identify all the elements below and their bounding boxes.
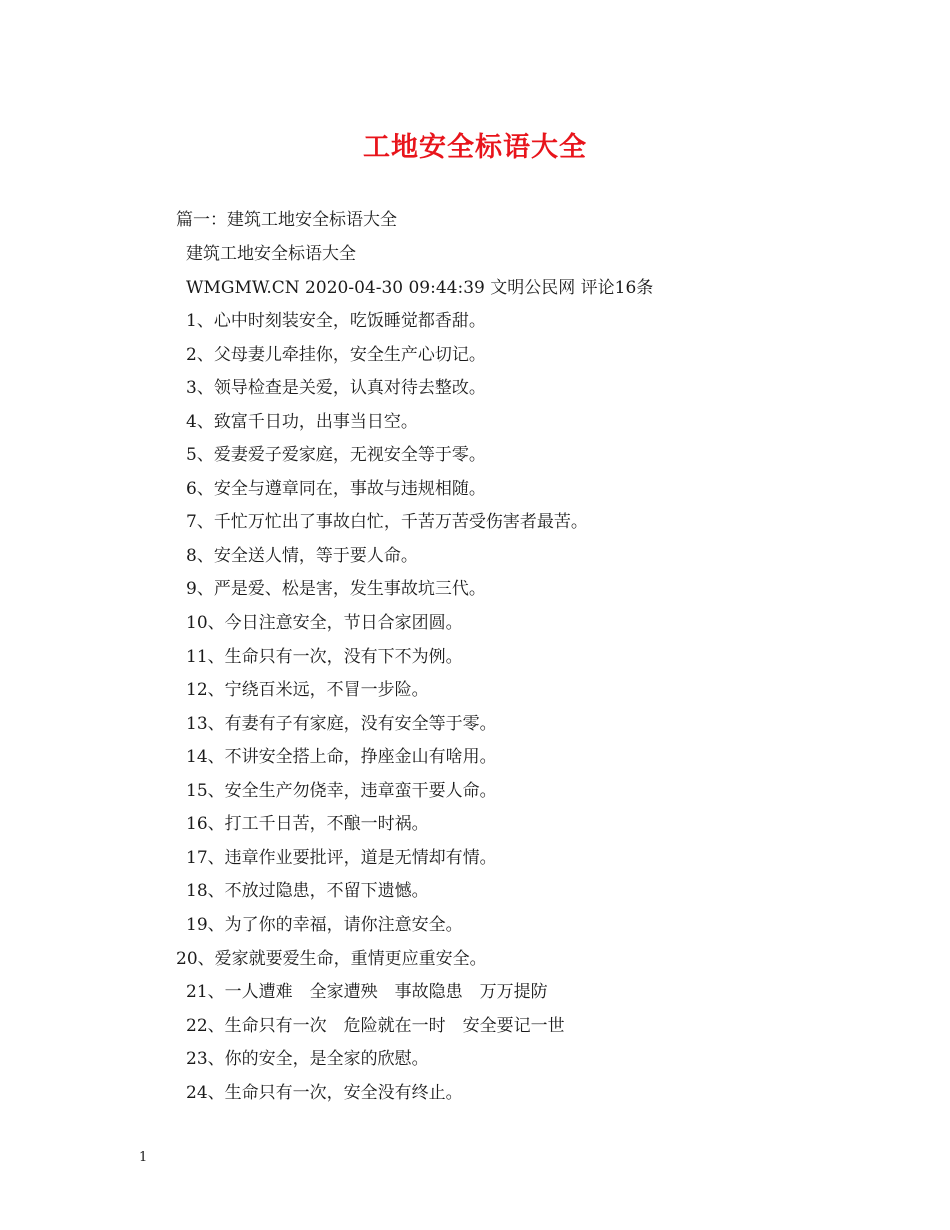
slogan-item: 15、安全生产勿侥幸，违章蛮干要人命。 [186, 781, 497, 801]
slogan-item: 5、爱妻爱子爱家庭，无视安全等于零。 [186, 445, 486, 465]
slogan-item: 7、千忙万忙出了事故白忙，千苦万苦受伤害者最苦。 [186, 512, 588, 532]
slogan-item: 6、安全与遵章同在，事故与违规相随。 [186, 479, 486, 499]
slogan-item: 3、领导检查是关爱，认真对待去整改。 [186, 378, 486, 398]
slogan-item: 16、打工千日苦，不酿一时祸。 [186, 814, 429, 834]
slogan-item: 20、爱家就要爱生命，重情更应重安全。 [176, 949, 487, 969]
slogan-item: 21、一人遭难 全家遭殃 事故隐患 万万提防 [186, 982, 548, 1002]
document-title: 工地安全标语大全 [363, 132, 587, 163]
slogan-item: 22、生命只有一次 危险就在一时 安全要记一世 [186, 1016, 565, 1036]
slogan-item: 17、违章作业要批评，道是无情却有情。 [186, 848, 497, 868]
slogan-item: 14、不讲安全搭上命，挣座金山有啥用。 [186, 747, 497, 767]
slogan-item: 8、安全送人情，等于要人命。 [186, 546, 418, 566]
article-meta: WMGMW.CN 2020-04-30 09:44:39 文明公民网 评论16条 [186, 278, 654, 298]
slogan-item: 10、今日注意安全，节日合家团圆。 [186, 613, 463, 633]
slogan-item: 1、心中时刻装安全，吃饭睡觉都香甜。 [186, 311, 486, 331]
slogan-item: 24、生命只有一次，安全没有终止。 [186, 1083, 463, 1103]
section-heading: 篇一：建筑工地安全标语大全 [176, 210, 397, 230]
slogan-item: 4、致富千日功，出事当日空。 [186, 412, 418, 432]
slogan-item: 9、严是爱、松是害，发生事故坑三代。 [186, 579, 486, 599]
slogan-item: 19、为了你的幸福，请你注意安全。 [186, 915, 463, 935]
slogan-item: 2、父母妻儿牵挂你，安全生产心切记。 [186, 345, 486, 365]
slogan-item: 12、宁绕百米远，不冒一步险。 [186, 680, 429, 700]
page-number: 1 [139, 1150, 148, 1165]
slogan-item: 23、你的安全，是全家的欣慰。 [186, 1049, 429, 1069]
slogan-item: 18、不放过隐患，不留下遗憾。 [186, 881, 429, 901]
section-subheading: 建筑工地安全标语大全 [186, 244, 356, 264]
slogan-item: 13、有妻有子有家庭，没有安全等于零。 [186, 714, 497, 734]
slogan-item: 11、生命只有一次，没有下不为例。 [186, 647, 463, 667]
